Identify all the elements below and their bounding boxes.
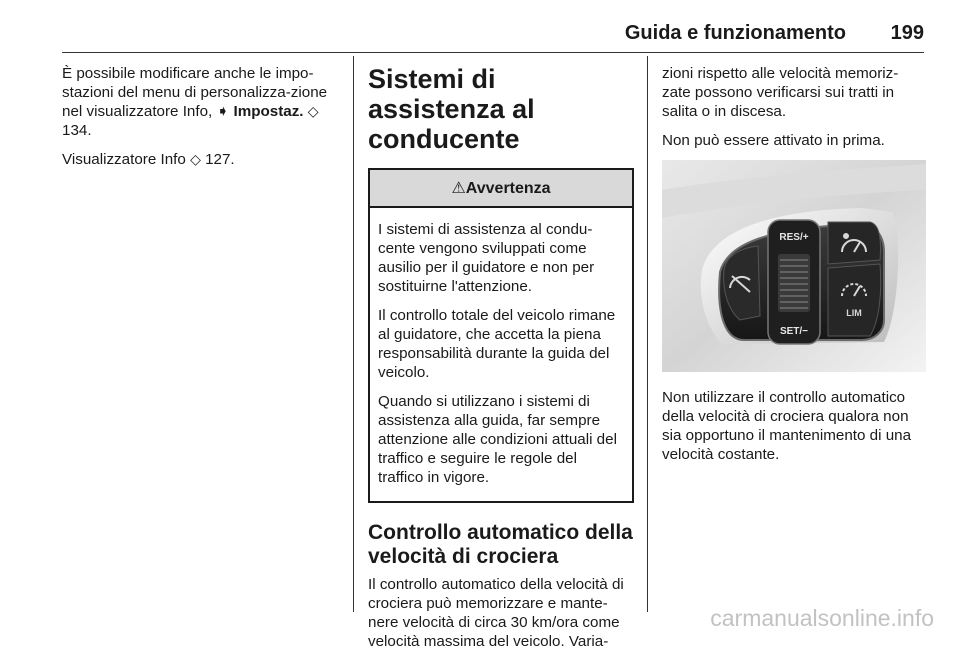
res-plus-label: RES/+ (779, 232, 809, 243)
warning-paragraph: Quando si utilizzano i sistemi di assistenza alla guida, far sempre attenzione alle condizioni attuali del traffico e seguire le regole del traffico in vigore. (378, 393, 617, 486)
warning-triangle-icon: ⚠ (451, 179, 466, 197)
speed-limiter-button[interactable] (828, 264, 881, 336)
lim-label: LIM (846, 308, 862, 318)
cross-reference-page[interactable]: 134. (62, 122, 92, 139)
subsection-title: Controllo automatico della velocità di crociera (368, 521, 633, 568)
speed-rocker-switch[interactable] (768, 220, 820, 344)
column-left (62, 64, 344, 179)
info-display-paragraph: Visualizzatore Info ◇ 127. (62, 151, 235, 168)
warning-paragraph: Il controllo totale del veicolo rimane al guidatore, che accetta la piena responsabilità durante la guida del veicolo. (378, 307, 616, 381)
page-number: 199 (890, 22, 924, 44)
first-gear-note: Non può essere attivato in prima. (662, 132, 885, 149)
warning-paragraph: I sistemi di assistenza al condu-cente vengono sviluppati come ausilio per il guidatore e non per sostituirne l'attenzione. (378, 221, 595, 295)
set-minus-label: SET/− (779, 326, 809, 337)
section-title: Sistemi di assistenza al conducente (368, 64, 535, 154)
menu-path-label: Impostaz. (233, 103, 304, 120)
cruise-control-intro: Il controllo automatico della velocità di crociera può memorizzare e mante-nere velocità di circa 30 km/ora come velocità massima del veicolo. Varia- (368, 576, 624, 650)
arrow-right-icon: ➧ (216, 103, 230, 120)
header-divider (62, 52, 924, 53)
cross-reference-icon: ◇ (190, 151, 201, 167)
warning-box (368, 168, 634, 503)
watermark: carmanualsonline.info (710, 605, 934, 631)
speed-variation-paragraph: zioni rispetto alle velocità memoriz-zate possono verificarsi sui tratti in salita o in discesa. (662, 65, 899, 120)
warning-body (370, 208, 632, 501)
warning-title: Avvertenza (465, 179, 551, 197)
running-header-title: Guida e funzionamento (624, 22, 846, 44)
cross-reference-icon: ◇ (307, 103, 319, 119)
settings-paragraph: È possibile modificare anche le impo-stazioni del menu di personalizza-zione nel visualizzatore Info, ➧ Impostaz. ◇ 134. (62, 65, 328, 139)
steering-wheel-controls-photo (662, 160, 926, 372)
column-right (662, 64, 926, 474)
cruise-control-caution: Non utilizzare il controllo automatico della velocità di crociera qualora non sia opportuno il mantenimento di una velocità costante. (662, 389, 912, 463)
column-middle (368, 64, 634, 661)
cruise-on-button[interactable] (828, 222, 881, 264)
cross-reference-page[interactable]: 127. (205, 151, 235, 168)
warning-header (370, 170, 632, 208)
column-divider-right (647, 56, 648, 612)
column-divider-left (353, 56, 354, 612)
